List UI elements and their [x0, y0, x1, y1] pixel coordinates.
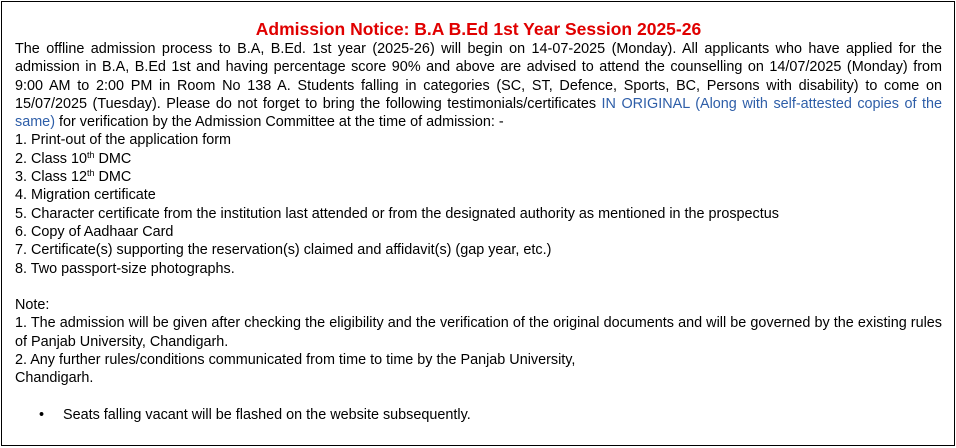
- note-item-2-line-2: Chandigarh.: [15, 370, 94, 387]
- list-item: [15, 150, 942, 168]
- list-item-superscript: th: [87, 168, 95, 179]
- notice-title: Admission Notice: B.A B.Ed 1st Year Session 2025-26: [255, 19, 702, 39]
- note-item-1: 1. The admission will be given after checking the eligibility and the verification of the original documents and will be governed by the existing rules of Panjab University, Chandigarh.: [15, 315, 942, 350]
- documents-list: [15, 131, 942, 277]
- list-item-text: 2. Class 10: [15, 150, 87, 167]
- bullet-text: Seats falling vacant will be flashed on the website subsequently.: [63, 406, 471, 423]
- list-item: 5. Character certificate from the institution last attended or from the designated authority as mentioned in the prospectus: [15, 205, 779, 222]
- list-item: [15, 168, 942, 186]
- list-item-superscript: th: [87, 149, 95, 160]
- notice-body: [15, 40, 942, 424]
- list-item: 6. Copy of Aadhaar Card: [15, 223, 174, 240]
- list-item-text: DMC: [94, 150, 132, 167]
- list-item-text: 3. Class 12: [15, 169, 87, 186]
- intro-text: The offline admission process to B.A, B.Ed. 1st year (2025-26) will begin on 14-07-2025 (Monday). All applicants who have applied for the admission in B.A, B.Ed 1st and having percentage score 90% and above are advised to attend the counselling on 14/07/2025 (Monday) from 9:00 AM to 2:00 PM in Room No 138 A. Students falling in categories (SC, ST, Defence, Sports, BC, Persons with disability) to come on 15/07/2025 (Tuesday). Please do not forget to bring the following testimonials/certificates: [15, 41, 942, 112]
- notice-page: [1, 1, 955, 446]
- list-item: 1. Print-out of the application form: [15, 132, 231, 149]
- list-item: 4. Migration certificate: [15, 187, 156, 204]
- list-item: 7. Certificate(s) supporting the reservation(s) claimed and affidavit(s) (gap year, etc.): [15, 242, 552, 259]
- list-item-text: DMC: [94, 169, 132, 186]
- spacer: [15, 278, 942, 296]
- list-item: 8. Two passport-size photographs.: [15, 260, 235, 277]
- note-heading: Note:: [15, 297, 50, 314]
- note-item-2-line-1: 2. Any further rules/conditions communicated from time to time by the Panjab University,: [15, 352, 576, 369]
- intro-paragraph: [15, 40, 942, 131]
- intro-tail: for verification by the Admission Committee at the time of admission: -: [54, 114, 504, 131]
- bullet-icon: •: [39, 406, 45, 423]
- intro-highlight: IN ORIGINAL (Along with self-attested copies of the same): [15, 95, 942, 131]
- bullet-item: [15, 406, 942, 424]
